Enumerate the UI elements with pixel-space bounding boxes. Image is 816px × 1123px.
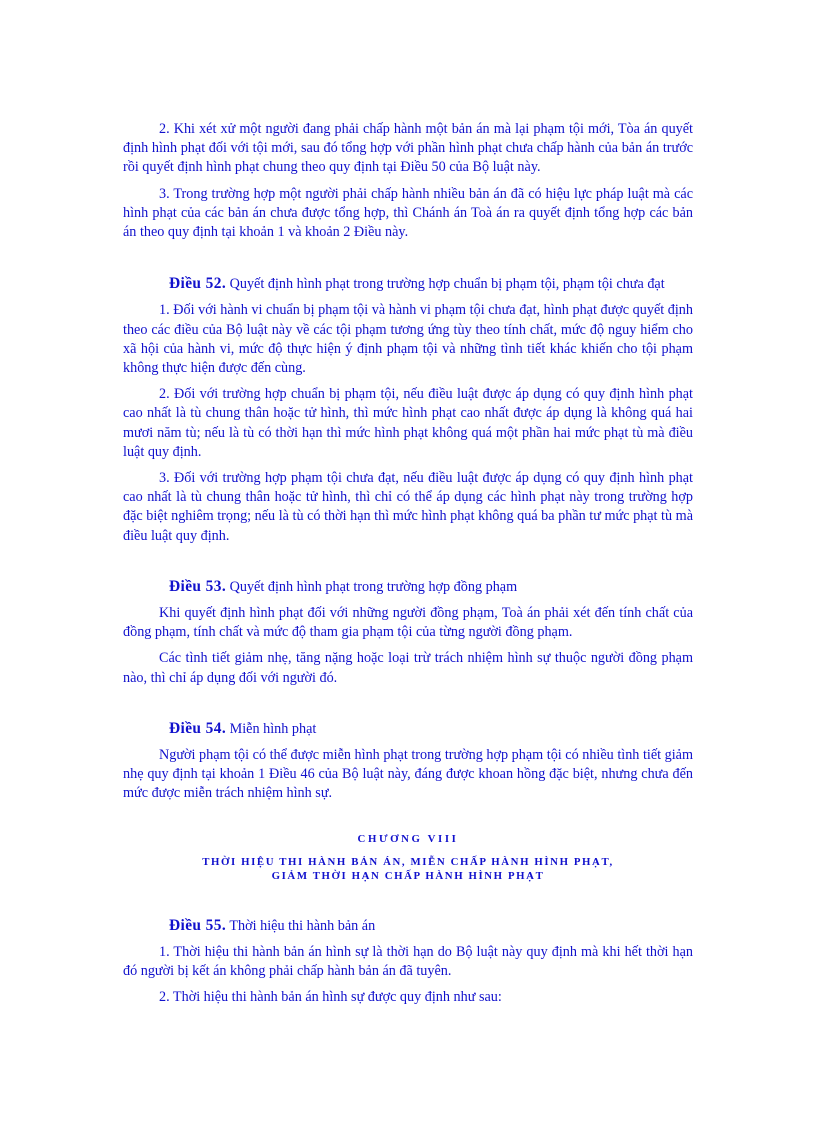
article-53-paragraph-2: Các tình tiết giảm nhẹ, tăng nặng hoặc loại trừ trách nhiệm hình sự thuộc người đồng phạm nào, thì chỉ áp dụng đối với người đó. <box>123 650 693 686</box>
article-55-heading <box>123 916 693 936</box>
paragraph-intro-3: 3. Trong trường hợp một người phải chấp hành nhiều bản án đã có hiệu lực pháp luật mà các hình phạt của các bản án chưa được tổng hợp, thì Chánh án Toà án ra quyết định tổng hợp các bản án theo quy định tại khoản 1 và khoản 2 Điều này. <box>123 185 693 241</box>
article-54-heading <box>123 719 693 739</box>
article-55-title: Thời hiệu thi hành bản án <box>229 917 376 934</box>
article-53-number: Điều 53. <box>169 577 227 595</box>
chapter-subtitle-line-2: GIẢM THỜI HẠN CHẤP HÀNH HÌNH PHẠT <box>271 870 545 883</box>
chapter-subtitle <box>123 855 693 884</box>
article-53-title: Quyết định hình phạt trong trường hợp đồng phạm <box>229 578 518 595</box>
article-53-heading <box>123 577 693 597</box>
article-55-number: Điều 55. <box>169 916 227 934</box>
article-55-paragraph-1: 1. Thời hiệu thi hành bản án hình sự là thời hạn do Bộ luật này quy định mà khi hết thời hạn đó người bị kết án không phải chấp hành bản án đã tuyên. <box>123 944 693 980</box>
article-54-title: Miễn hình phạt <box>229 720 317 737</box>
article-52-paragraph-3: 3. Đối với trường hợp phạm tội chưa đạt, nếu điều luật được áp dụng có quy định hình phạt cao nhất là tù chung thân hoặc tử hình, thì chỉ có thể áp dụng các hình phạt này trong trường hợp đặc biệt nghiêm trọng; nếu là tù có thời hạn thì mức hình phạt không quá ba phần tư mức phạt tù mà điều luật quy định. <box>123 470 693 544</box>
paragraph-intro-2: 2. Khi xét xử một người đang phải chấp hành một bản án mà lại phạm tội mới, Tòa án quyết định hình phạt đối với tội mới, sau đó tổng hợp với phần hình phạt chưa chấp hành của bản án trước rồi quyết định hình phạt chung theo quy định tại Điều 50 của Bộ luật này. <box>123 121 693 176</box>
article-52-heading <box>123 274 693 294</box>
article-54-number: Điều 54. <box>169 719 227 737</box>
chapter-heading <box>123 832 693 884</box>
article-52-paragraph-1: 1. Đối với hành vi chuẩn bị phạm tội và hành vi phạm tội chưa đạt, hình phạt được quyết định theo các điều của Bộ luật này về các tội phạm tương ứng tùy theo tính chất, mức độ nguy hiểm cho xã hội của hành vi, mức độ thực hiện ý định phạm tội và những tình tiết khác khiến cho tội phạm không thực hiện được đến cùng. <box>123 302 693 377</box>
chapter-title: CHƯƠNG VIII <box>357 832 459 845</box>
article-52-paragraph-2: 2. Đối với trường hợp chuẩn bị phạm tội, nếu điều luật được áp dụng có quy định hình phạt cao nhất là tù chung thân hoặc tử hình, thì mức hình phạt cao nhất được áp dụng là không quá hai mươi năm tù; nếu là tù có thời hạn thì mức hình phạt không quá một phần hai mức phạt tù mà điều luật quy định. <box>123 386 693 460</box>
article-52-number: Điều 52. <box>169 275 227 293</box>
article-55-paragraph-2: 2. Thời hiệu thi hành bản án hình sự được quy định như sau: <box>159 989 502 1006</box>
chapter-subtitle-line-1: THỜI HIỆU THI HÀNH BẢN ÁN, MIỄN CHẤP HÀNH HÌNH PHẠT, <box>202 855 614 868</box>
article-52-title: Quyết định hình phạt trong trường hợp chuẩn bị phạm tội, phạm tội chưa đạt <box>229 276 665 293</box>
document-page <box>123 120 693 1008</box>
article-54-paragraph-1: Người phạm tội có thể được miễn hình phạt trong trường hợp phạm tội có nhiều tình tiết giảm nhẹ quy định tại khoản 1 Điều 46 của Bộ luật này, đáng được khoan hồng đặc biệt, nhưng chưa đến mức được miễn trách nhiệm hình sự. <box>123 747 693 802</box>
article-53-paragraph-1: Khi quyết định hình phạt đối với những người đồng phạm, Toà án phải xét đến tính chất của đồng phạm, tính chất và mức độ tham gia phạm tội của từng người đồng phạm. <box>123 605 693 641</box>
